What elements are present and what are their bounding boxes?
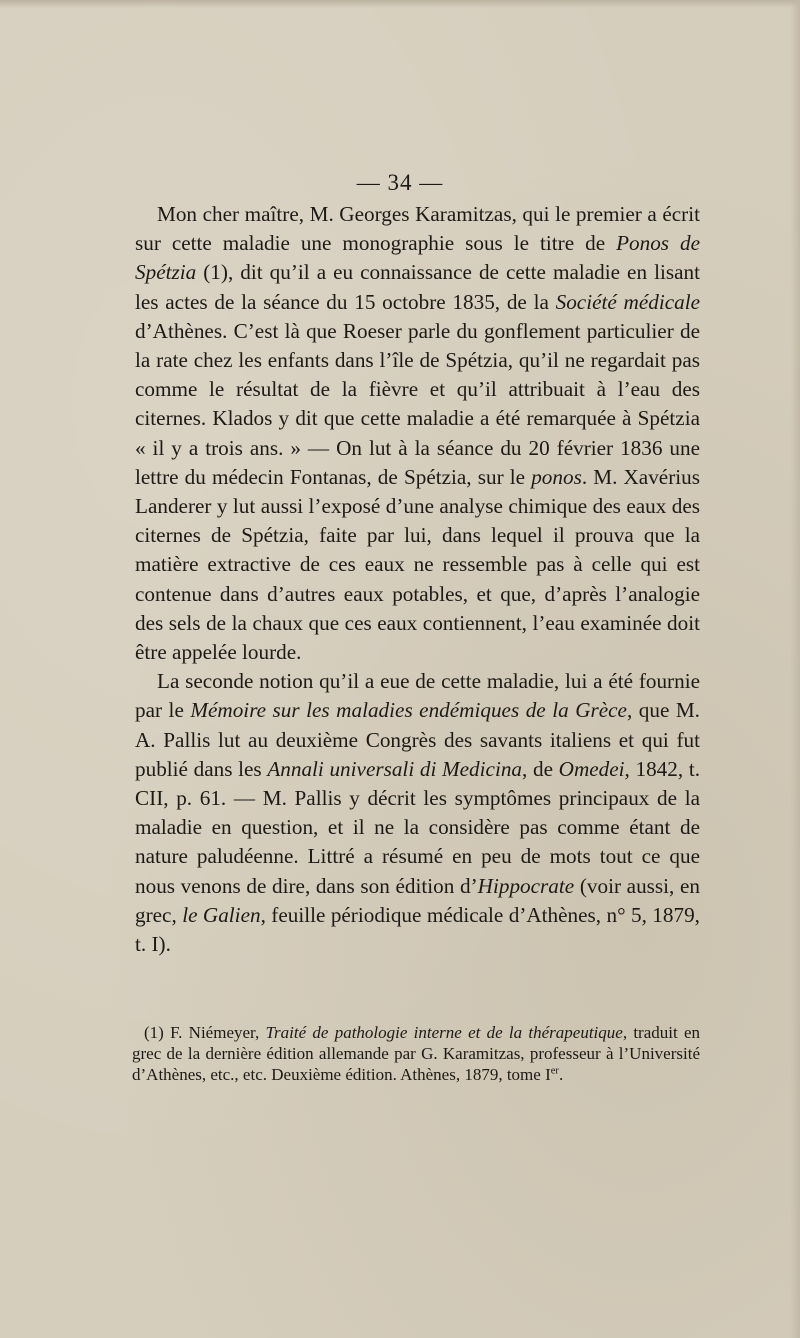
- page-top-shadow: [0, 0, 800, 8]
- page-number: — 34 —: [356, 170, 444, 195]
- p2-title-le-galien: le Galien: [182, 902, 261, 927]
- p2-text-4: , 1842, t. CII, p. 61. — M. Pallis y décrit les symptômes principaux de la maladie en question, et il ne la considère pas comme étant de nature paludéenne. Littré a résumé en peu de mots tout ce que nous venons de dire, dans son édition d’: [135, 756, 700, 898]
- p1-title-ponos-de-spetzia: Ponos de Spétzia: [135, 231, 700, 285]
- p2-text-5: (voir aussi, en grec,: [135, 873, 700, 927]
- p2-text-3: , de: [522, 756, 559, 781]
- footnote-text-3: .: [558, 1065, 564, 1084]
- p1-term-ponos: ponos: [531, 464, 582, 489]
- body-text: [135, 200, 700, 959]
- paragraph-2: [135, 667, 700, 959]
- p2-title-memoire: Mémoire sur les maladies endémiques de la Grèce: [190, 698, 627, 723]
- p2-text-2: , que M. A. Pallis lut au deuxième Congrès des savants italiens et qui fut publié dans les: [135, 698, 700, 781]
- p1-text-4: . M. Xavérius Landerer y lut aussi l’exposé d’une analyse chimique des eaux des citernes de Spétzia, faite par lui, dans lequel il prouva que la matière extractive de ces eaux ne ressemble pas à celle qui est contenue dans d’autres eaux potables, et que, d’après l’analogie des sels de la chaux que ces eaux contiennent, l’eau examinée doit être appelée lourde.: [135, 464, 700, 665]
- p2-title-hippocrate: Hippocrate: [477, 873, 575, 898]
- footnote-text-2: , traduit en grec de la dernière édition allemande par G. Karamitzas, professeur à l’Université d’Athènes, etc., etc. Deuxième édition. Athènes, 1879, tome I: [132, 1023, 701, 1084]
- p1-text-2: (1), dit qu’il a eu connaissance de cette maladie en lisant les actes de la séance du 15 octobre 1835, de la: [135, 260, 700, 314]
- p1-text-3: d’Athènes. C’est là que Roeser parle du gonflement particulier de la rate chez les enfants dans l’île de Spétzia, qu’il ne regardait pas comme le résultat de la fièvre et qu’il attribuait à l’eau des citernes. Klados y dit que cette maladie a été remarquée à Spétzia « il y a trois ans. » — On lut à la séance du 20 février 1836 une lettre du médecin Fontanas, de Spétzia, sur le: [135, 318, 700, 489]
- footnote: [132, 1022, 700, 1085]
- footnote-title: Traité de pathologie interne et de la thérapeutique: [265, 1023, 623, 1042]
- paragraph-1: [135, 200, 700, 667]
- p2-text-1: La seconde notion qu’il a eue de cette maladie, lui a été fournie par le: [135, 669, 700, 723]
- footnote-text-1: (1) F. Niémeyer,: [144, 1023, 266, 1042]
- p2-title-annali: Annali universali di Medicina: [267, 756, 523, 781]
- p1-title-societe-medicale: Société médicale: [555, 289, 700, 314]
- p2-text-6: , feuille périodique médicale d’Athènes, n° 5, 1879, t. I).: [135, 902, 700, 957]
- p1-text-1: Mon cher maître, M. Georges Karamitzas, qui le premier a écrit sur cette maladie une monographie sous le titre de: [135, 202, 700, 256]
- page-right-shadow: [790, 0, 800, 1338]
- footnote-superscript: er: [550, 1065, 559, 1077]
- p2-name-omedei: Omedei: [558, 756, 625, 781]
